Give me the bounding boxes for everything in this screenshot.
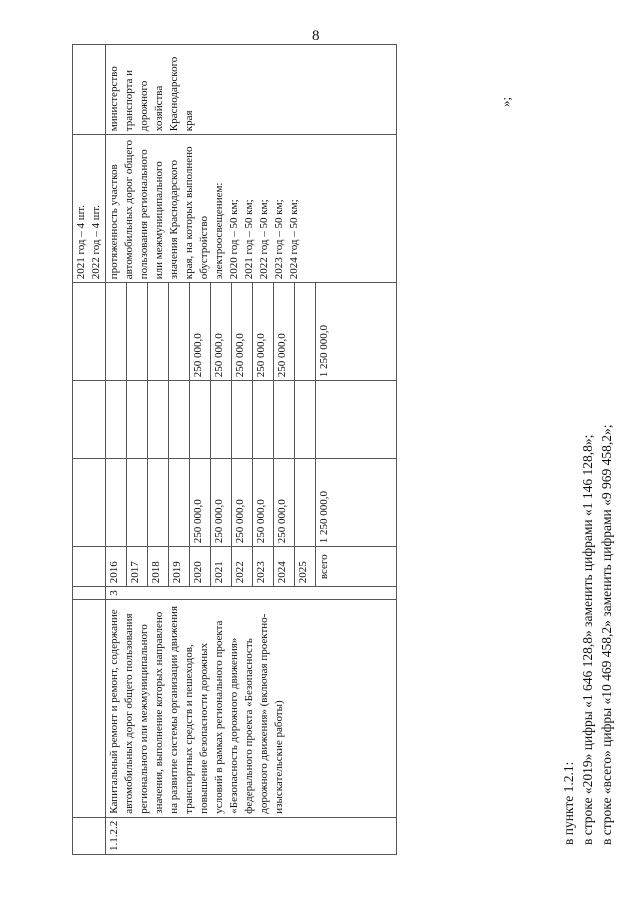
value2-cell [295,381,316,459]
value1: 250 000,0 [276,499,288,544]
row-number: 1.1.2.2 [108,820,120,851]
cell-blank [73,599,106,817]
year-label: 2017 [129,561,141,584]
table-row-main [106,45,127,855]
cell-blank [73,817,106,854]
value3-cell [148,283,169,381]
value3: 250 000,0 [255,333,267,378]
year-cell [169,547,190,587]
year-label: 2019 [171,561,183,584]
value2-cell [211,381,232,459]
year-cell [190,547,211,587]
total-value1-cell [316,459,397,547]
total-label: всего [318,554,330,580]
total-value3: 1 250 000,0 [318,325,330,378]
value1: 250 000,0 [255,499,267,544]
year-cell [148,547,169,587]
cell-blank [73,547,106,587]
paragraph-line-2019: в строке «2019» цифры «1 646 128,8» заменить цифрами «1 146 128,8»; [580,434,595,845]
program-table [72,44,397,855]
value3-cell [211,283,232,381]
row-name: Капитальный ремонт и ремонт, содержание автомобильных дорог общего пользования регионального или межмуниципального значения, выполнение которых направлено на развитие системы организации движения транспортных средств и пешеходов, повышение безопасности дорожных условий в рамках регионального проекта «Безопасность дорожного движения» федерального проекта «Безопасность дорожного движения» (включая проектно-изыскательские работы) [108,606,285,814]
closing-quote-mark: »; [498,96,513,107]
year-cell [253,547,274,587]
value1-cell [169,459,190,547]
value1-cell [127,459,148,547]
indicator-cell [106,135,397,283]
value3-cell [190,283,211,381]
total-value2-cell [316,381,397,459]
value1-cell [253,459,274,547]
page-number: 8 [312,28,320,44]
indicator-prev-cell [73,135,106,283]
responsible-text: министерство транспорта и дорожного хозяйства Краснодарского края [108,56,195,132]
value3-cell [232,283,253,381]
paragraph-line-total: в строке «всего» цифры «10 469 458,2» заменить цифрами «9 969 458,2»; [599,424,614,845]
year-label: 2024 [276,561,288,584]
value2-cell [190,381,211,459]
value1-cell [295,459,316,547]
year-label: 2020 [192,561,204,584]
value2-cell [232,381,253,459]
year-label: 2021 [213,561,225,584]
value1: 250 000,0 [192,499,204,544]
value1-cell [232,459,253,547]
total-label-cell [316,547,397,587]
value1: 250 000,0 [234,499,246,544]
value2-cell [106,381,127,459]
year-label: 2025 [297,561,309,584]
value3-cell [169,283,190,381]
year-cell [106,547,127,587]
year-label: 2022 [234,561,246,584]
year-cell [295,547,316,587]
column3-value: 3 [108,590,120,596]
paragraph-point: в пункте 1.2.1: [561,761,576,845]
value2-cell [148,381,169,459]
value2-cell [274,381,295,459]
value3: 250 000,0 [192,333,204,378]
row-name-cell [106,599,397,817]
value1-cell [148,459,169,547]
rotated-page-content [72,35,632,855]
value3: 250 000,0 [234,333,246,378]
year-label: 2018 [150,561,162,584]
year-cell [211,547,232,587]
row-number-cell [106,817,397,854]
value3-cell [127,283,148,381]
cell-blank [73,45,106,135]
cell-blank [73,587,106,600]
cell-blank [73,459,106,547]
value3-cell [295,283,316,381]
value1-cell [211,459,232,547]
year-cell [274,547,295,587]
total-value1: 1 250 000,0 [318,491,330,544]
column3-cell [106,587,397,600]
value1-cell [274,459,295,547]
value1-cell [190,459,211,547]
value3: 250 000,0 [213,333,225,378]
year-cell [127,547,148,587]
cell-blank [73,283,106,381]
value2-cell [127,381,148,459]
value3-cell [106,283,127,381]
value3-cell [253,283,274,381]
value2-cell [169,381,190,459]
cell-blank [73,381,106,459]
year-cell [232,547,253,587]
value3: 250 000,0 [276,333,288,378]
value1-cell [106,459,127,547]
table-row-top [73,45,106,855]
responsible-cell [106,45,397,135]
year-label: 2023 [255,561,267,584]
value3-cell [274,283,295,381]
value1: 250 000,0 [213,499,225,544]
indicator-text: протяженность участков автомобильных дорог общего пользования регионального или межмуниципального значения Краснодарского края, на которых выполнено обустройство электроосвещением: 2020 год – 50 км; 2021 год – 50 км; 2022 год – 50 км; 2023 год – 50 км; 2024 год – 50 км; [108,139,300,280]
total-value3-cell [316,283,397,381]
value2-cell [253,381,274,459]
year-label: 2016 [108,561,120,584]
indicator-prev-text: 2021 год – 4 шт. 2022 год – 4 шт. [75,205,102,280]
